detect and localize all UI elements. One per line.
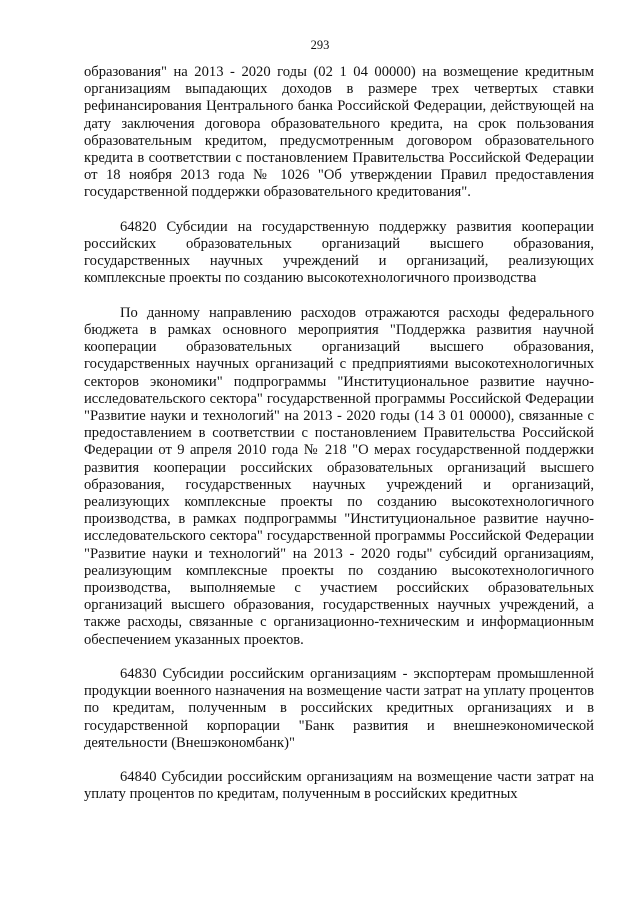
paragraph-continuation: образования" на 2013 - 2020 годы (02 1 04 00000) на возмещение кредитным организациям выпадающих доходов в размере трех четвертых ставки рефинансирования Центрального банка Российской Федерации, действующей на дату заключения договора образовательного кредита, на срок пользования образовательным кредитом, предусмотренным договором образовательного кредита в соответствии с постановлением Правительства Российской Федерации от 18 ноября 2013 года № 1026 "Об утверждении Правил предоставления государственной поддержки образовательного кредитования". xyxy=(84,64,594,201)
page-number: 293 xyxy=(310,38,330,52)
document-body xyxy=(84,64,594,804)
paragraph-64820-heading: 64820 Субсидии на государственную поддержку развития кооперации российских образовательных организаций высшего образования, государственных научных учреждений и организаций, реализующих комплексные проекты по созданию высокотехнологичного производства xyxy=(84,218,594,287)
paragraph-64830-heading: 64830 Субсидии российским организациям - экспортерам промышленной продукции военного назначения на возмещение части затрат на уплату процентов по кредитам, полученным в российских кредитных организациях и в государственной корпорации "Банк развития и внешнеэкономической деятельности (Внешэкономбанк)" xyxy=(84,666,594,751)
paragraph-64820-body: По данному направлению расходов отражаются расходы федерального бюджета в рамках основного мероприятия "Поддержка развития научной кооперации образовательных организаций высшего образования, государственных научных организаций с предприятиями высокотехнологичных секторов экономики" подпрограммы "Институциональное развитие научно-исследовательского сектора" государственной программы Российской Федерации "Развитие науки и технологий" на 2013 - 2020 годы (14 3 01 00000), связанные с предоставлением в соответствии с постановлением Правительства Российской Федерации от 9 апреля 2010 года № 218 "О мерах государственной поддержки развития кооперации российских образовательных организаций высшего образования, государственных научных учреждений и организаций, реализующих комплексные проекты по созданию высокотехнологичного производства, в рамках подпрограммы "Институциональное развитие научно-исследовательского сектора" государственной программы Российской Федерации "Развитие науки и технологий" на 2013 - 2020 годы" субсидий организациям, реализующим комплексные проекты по созданию высокотехнологичного производства, выполняемые с участием российских образовательных организаций высшего образования, государственных научных учреждений, а также расходы, связанные с организационно-техническим и информационным обеспечением указанных проектов. xyxy=(84,304,594,648)
paragraph-64840-heading: 64840 Субсидии российским организациям на возмещение части затрат на уплату процентов по кредитам, полученным в российских кредитных xyxy=(84,769,594,803)
